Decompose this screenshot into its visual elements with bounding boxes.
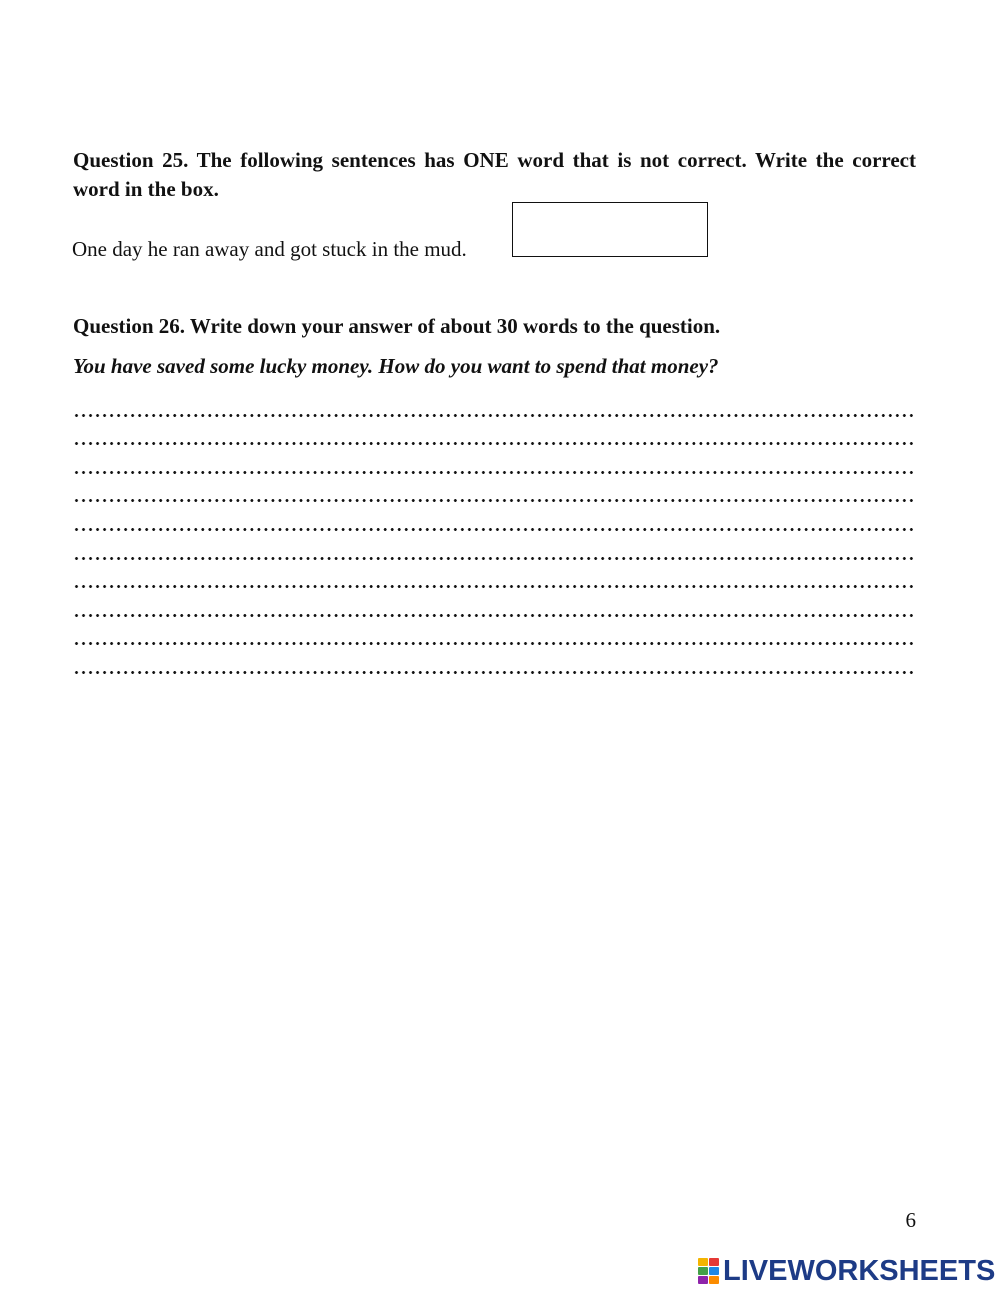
- logo-mark-block: [698, 1276, 708, 1284]
- question-25-sentence: One day he ran away and got stuck in the mud.: [72, 237, 467, 261]
- logo-mark-block: [709, 1276, 719, 1284]
- question-25-answer-box[interactable]: [512, 202, 708, 257]
- answer-dotted-line[interactable]: [73, 653, 916, 682]
- liveworksheets-logo-icon: [698, 1258, 720, 1284]
- question-26-prompt: You have saved some lucky money. How do you want to spend that money?: [73, 354, 719, 378]
- question-26-writing-area[interactable]: [73, 396, 916, 682]
- answer-dotted-line[interactable]: [73, 425, 916, 454]
- answer-dotted-line[interactable]: [73, 625, 916, 654]
- answer-dotted-line[interactable]: [73, 482, 916, 511]
- answer-dotted-line[interactable]: [73, 510, 916, 539]
- answer-dotted-line[interactable]: [73, 396, 916, 425]
- page-number: 6: [905, 1208, 916, 1232]
- logo-mark-block: [698, 1267, 708, 1275]
- answer-dotted-line[interactable]: [73, 539, 916, 568]
- question-26-title: Question 26. Write down your answer of about 30 words to the question.: [73, 314, 721, 338]
- liveworksheets-logo-text: LIVEWORKSHEETS: [723, 1255, 996, 1287]
- logo-mark-block: [709, 1267, 719, 1275]
- question-25-title: Question 25. The following sentences has ONE word that is not correct. Write the correct word in the box.: [73, 148, 916, 201]
- logo-mark-block: [698, 1258, 708, 1266]
- answer-dotted-line[interactable]: [73, 568, 916, 597]
- answer-dotted-line[interactable]: [73, 596, 916, 625]
- answer-dotted-line[interactable]: [73, 453, 916, 482]
- liveworksheets-logo: [698, 1254, 995, 1288]
- logo-mark-block: [709, 1258, 719, 1266]
